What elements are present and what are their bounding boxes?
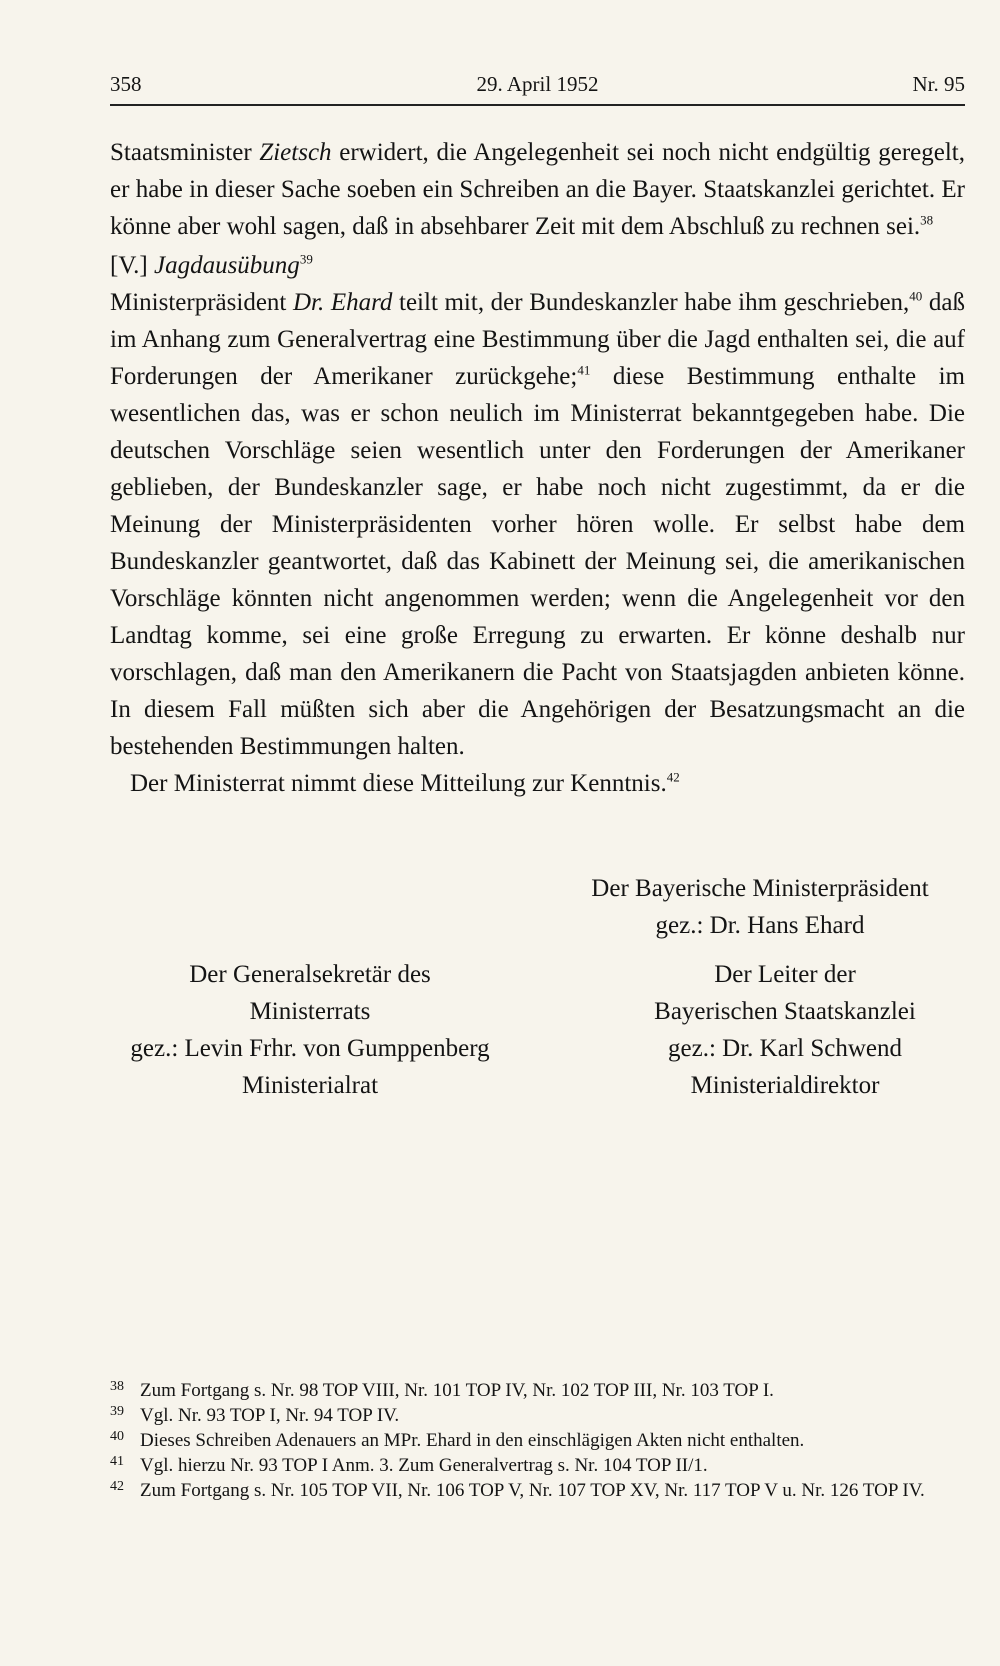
page-number: 358 [110,72,142,96]
footnote-ref[interactable]: 38 [920,212,934,228]
signature-rank: Ministerialdirektor [690,1072,880,1099]
topic-number: [V.] [110,252,154,279]
footnote-ref[interactable]: 40 [909,288,923,304]
footnote-text: Vgl. Nr. 93 TOP I, Nr. 94 TOP IV. [140,1405,400,1426]
footnotes [110,1378,965,1503]
footnote [110,1453,965,1478]
footnote-ref[interactable]: 39 [299,251,313,267]
topic-heading [110,247,965,284]
main-text [110,134,965,802]
text-run: daß im Anhang zum Generalvertrag eine Bestimmung über die Jagd enthalten sei, die auf Forderungen der Amerikaner zurückgehe; [110,289,965,390]
footnote-text: Vgl. hierzu Nr. 93 TOP I Anm. 3. Zum Generalvertrag s. Nr. 104 TOP II/1. [140,1455,708,1476]
text-run: Ministerpräsident [110,289,293,316]
signature-name: gez.: Levin Frhr. von Gumppenberg [130,1035,490,1062]
footnote-number: 41 [110,1454,124,1469]
footnote-text: Zum Fortgang s. Nr. 98 TOP VIII, Nr. 101 TOP IV, Nr. 102 TOP III, Nr. 103 TOP I. [140,1380,774,1401]
signature-title: Der Generalsekretär des [189,961,431,988]
text-run: Der Ministerrat nimmt diese Mitteilung zur Kenntnis. [130,770,667,797]
signature-title: Der Bayerische Ministerpräsident [591,875,929,902]
footnote-number: 40 [110,1429,124,1444]
signature-rank: Ministerialrat [241,1072,379,1099]
paragraph-ehard [110,284,965,765]
signature-ministerpraesident [560,870,960,944]
speaker-name: Dr. Ehard [292,289,393,316]
footnote [110,1403,965,1428]
page-header [110,72,965,102]
signature-generalsekretaer [110,956,510,1104]
text-run: diese Bestimmung enthalte im wesentlichen das, was er schon neulich im Ministerrat bekanntgegeben habe. Die deutschen Vorschläge seien wesentlich unter den Forderungen der Amerikaner geblieben, der Bundeskanzler sage, er habe noch nicht zugestimmt, da er die Meinung der Ministerpräsidenten vorher hören wolle. Er selbst habe dem Bundeskanzler geantwortet, daß das Kabinett der Meinung sei, die amerikanischen Vorschläge könnten nicht angenommen werden; wenn die Angelegenheit vor den Landtag komme, sei eine große Erregung zu erwarten. Er könne deshalb nur vorschlagen, daß man den Amerikanern die Pacht von Staatsjagden anbieten könne. In diesem Fall müßten sich aber die Angehörigen der Besatzungsmacht an die bestehenden Bestimmungen halten. [110,363,965,760]
topic-title: Jagdausübung [153,252,300,279]
footnote-ref[interactable]: 41 [577,362,591,378]
footnote-number: 38 [110,1379,124,1394]
text-run: erwidert, die Angelegenheit sei noch nicht endgültig geregelt, er habe in dieser Sache soeben ein Schreiben an die Bayer. Staatskanzlei gerichtet. Er könne aber wohl sagen, daß in absehbarer Zeit mit dem Abschluß zu rechnen sei. [110,139,965,240]
speaker-name: Zietsch [259,139,332,166]
header-rule [110,104,965,106]
document-number: Nr. 95 [912,72,965,96]
signature-staatskanzlei [600,956,970,1104]
signature-name: gez.: Dr. Karl Schwend [668,1035,902,1062]
signature-name: gez.: Dr. Hans Ehard [655,912,865,939]
text-run: Staatsminister [110,139,260,166]
paragraph-zietsch [110,134,965,245]
footnote-ref[interactable]: 42 [666,769,680,785]
text-run: teilt mit, der Bundeskanzler habe ihm geschrieben, [392,289,910,316]
footnote [110,1428,965,1453]
footnote-text: Zum Fortgang s. Nr. 105 TOP VII, Nr. 106 TOP V, Nr. 107 TOP XV, Nr. 117 TOP V u. Nr. 126 TOP IV. [140,1480,925,1501]
signature-title: Bayerischen Staatskanzlei [654,998,916,1025]
footnote-number: 42 [110,1479,124,1494]
footnote [110,1378,965,1403]
footnote [110,1478,965,1503]
header-date: 29. April 1952 [476,72,599,96]
signature-title: Ministerrats [249,998,371,1025]
footnote-text: Dieses Schreiben Adenauers an MPr. Ehard in den einschlägigen Akten nicht enthalten. [140,1430,805,1451]
footnote-number: 39 [110,1404,124,1419]
paragraph-resolution [110,765,965,802]
signature-title: Der Leiter der [714,961,856,988]
